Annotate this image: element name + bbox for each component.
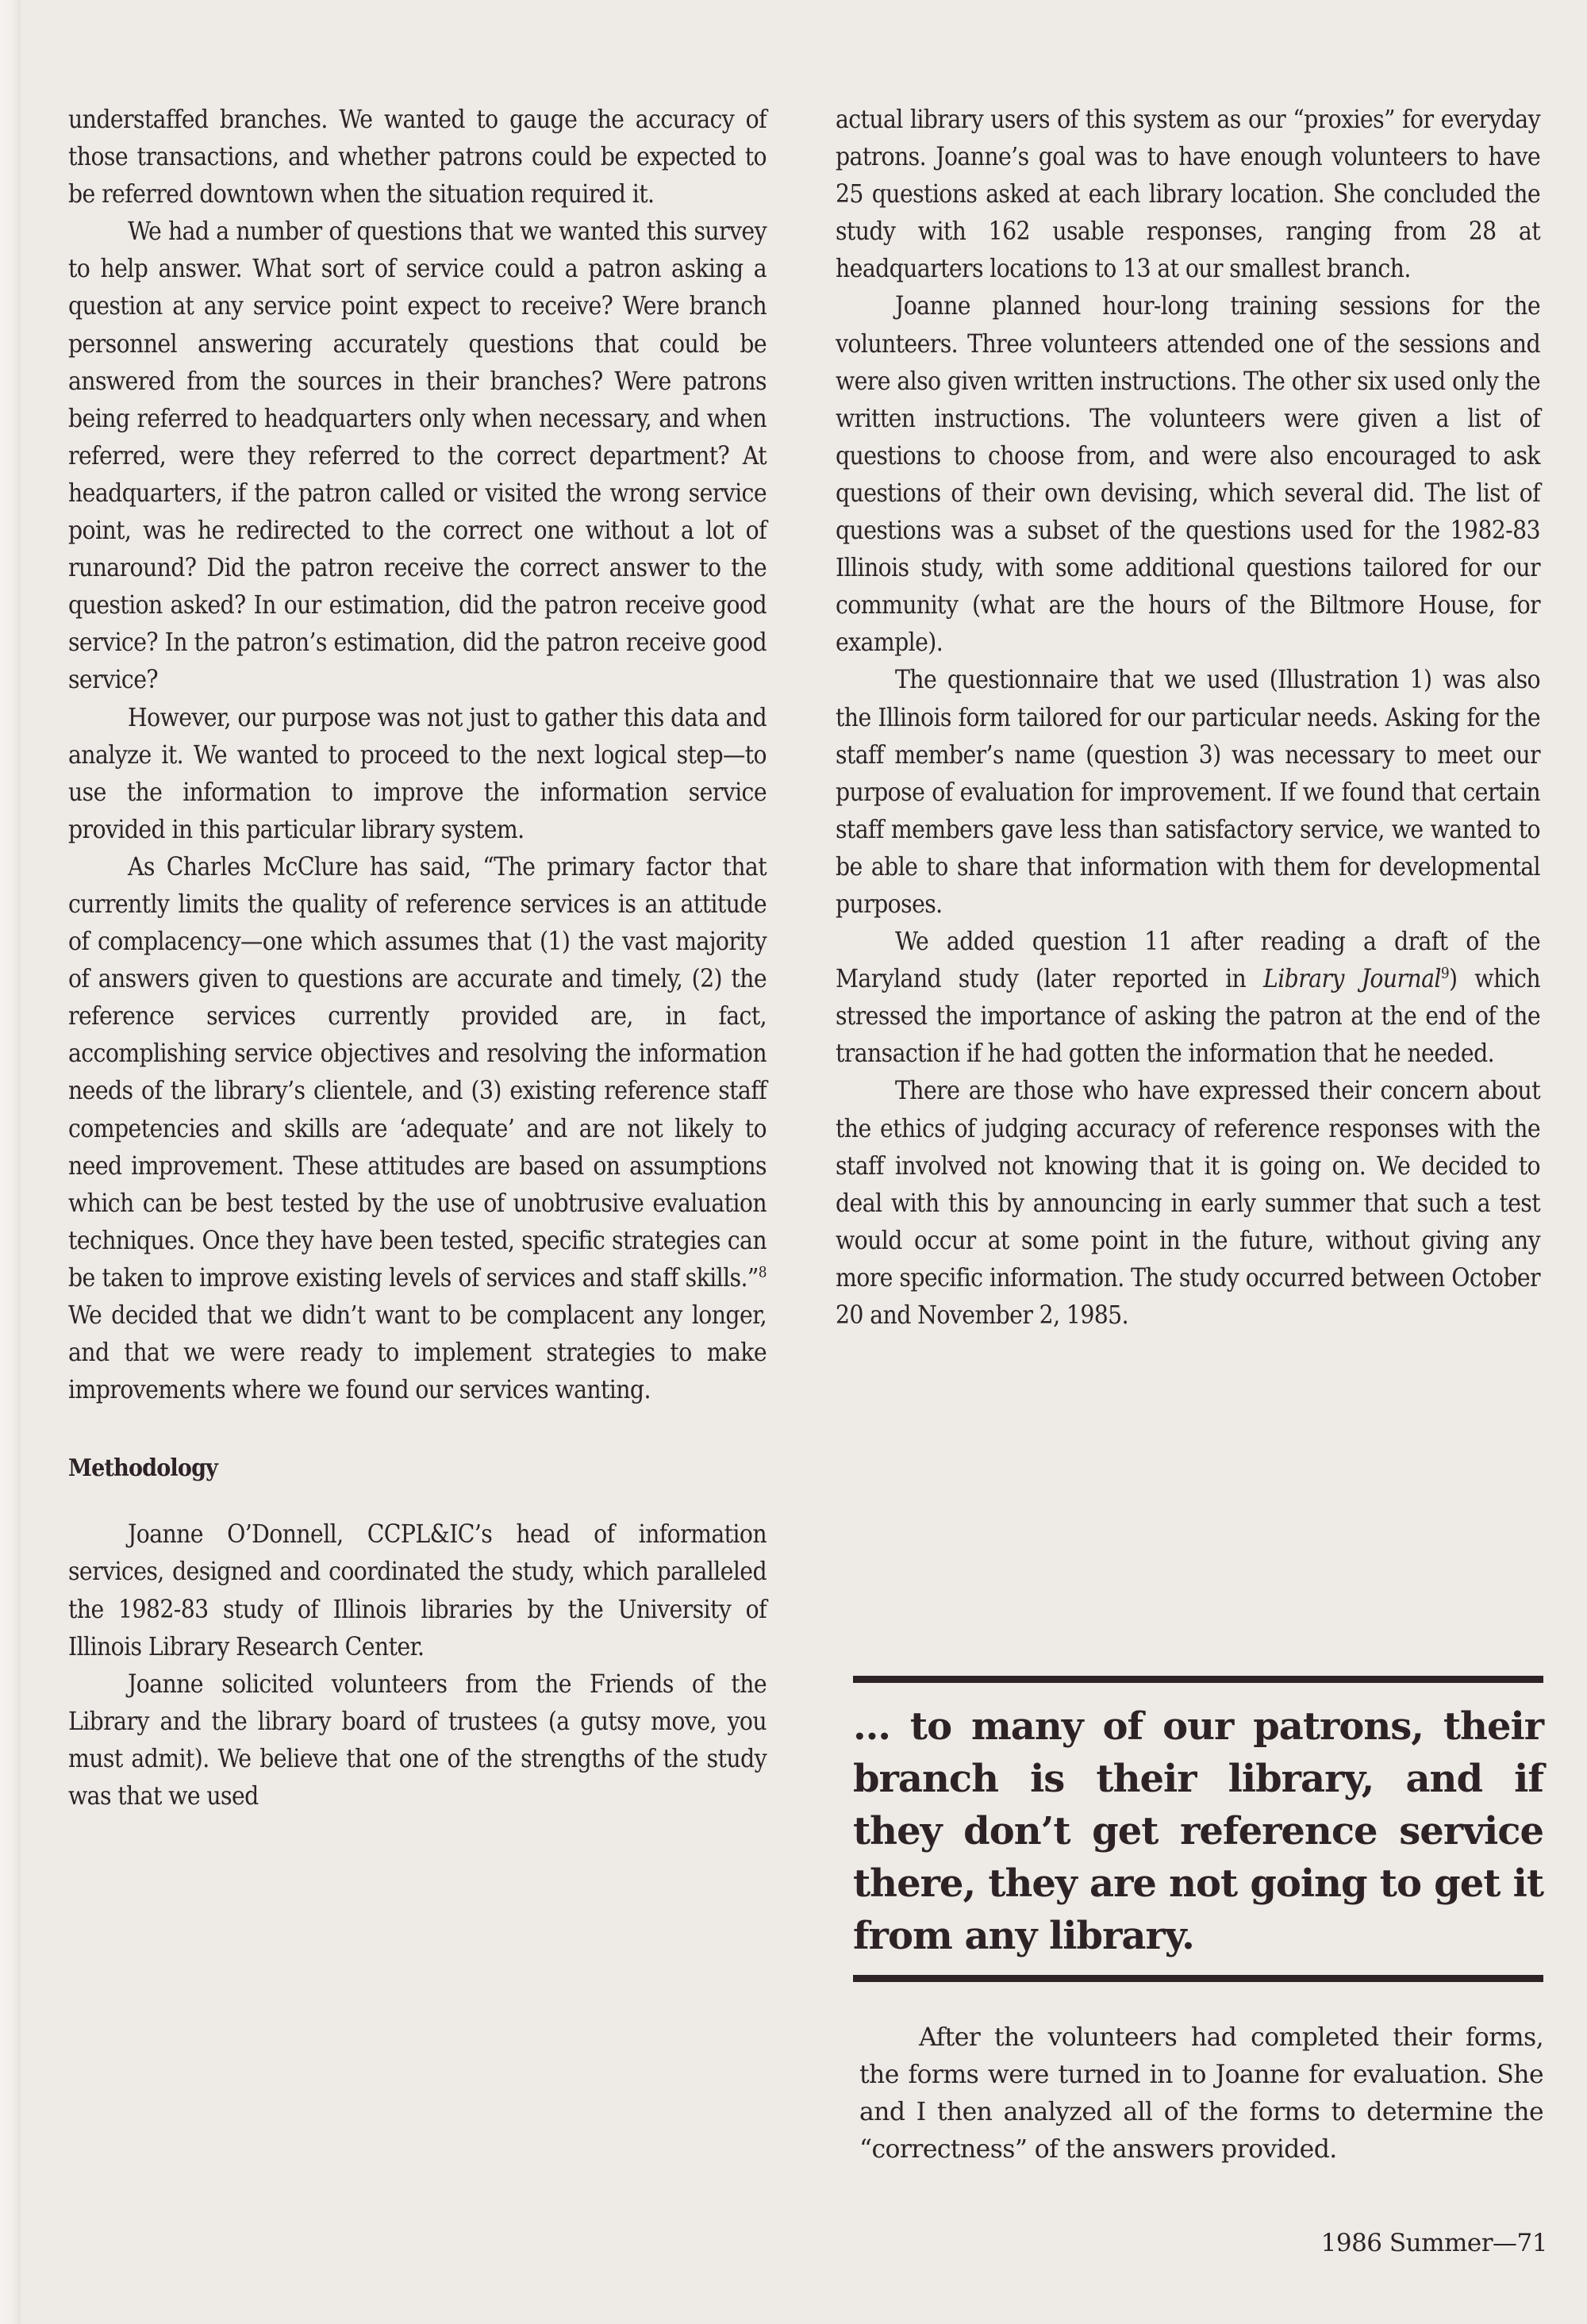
quote-continuation: We decided that we didn’t want to be complacent any longer, and that we were ready to implement strategies to make improvements where we found our services wanting. [68,1301,767,1405]
body-paragraph: Joanne solicited volunteers from the Friends of the Library and the library board of trustees (a gutsy move, you must admit). We believe that one of the strengths of the study was that we used [68,1669,767,1811]
body-paragraph: understaffed branches. We wanted to gauge the accuracy of those transactions, and whether patrons could be expected to be referred downtown when the situation required it. [68,106,767,209]
text-run: ) which stressed the importance of asking the patron at the end of the transaction if he had gotten the information that he needed. [836,965,1540,1069]
body-paragraph: The questionnaire that we used (Illustration 1) was also the Illinois form tailored for our particular needs. Asking for the staff member’s name (question 3) was necessary to meet our purpose of evaluation for improvement. If we found that certain staff members gave less than satisfactory service, we wanted to be able to share that information with them for developmental purposes. [836,666,1540,919]
mcclure-quote-paragraph [68,849,767,1409]
text-run: We added question 11 after reading a draft of the Maryland study (later reported in [836,928,1540,994]
left-column [68,102,767,1815]
body-paragraph: However, our purpose was not just to gather this data and analyze it. We wanted to proceed to the next logical step—to use the information to improve the information service provided in this particular library system. [68,703,767,844]
maryland-paragraph [836,924,1540,1073]
body-paragraph: After the volunteers had completed their forms, the forms were turned in to Joanne for evaluation. She and I then analyzed all of the forms to determine the “correctness” of the answers provided. [859,2023,1543,2165]
pull-quote-text: … to many of our patrons, their branch is their library, and if they don’t get reference service there, they are not going to get it from any library. [853,1704,1543,1958]
body-paragraph: actual library users of this system as our “proxies” for everyday patrons. Joanne’s goal was to have enough volunteers to have 25 questions asked at each library location. She concluded the study with 162 usable responses, ranging from 28 at headquarters locations to 13 at our smallest branch. [836,106,1540,284]
quote-text: As Charles McClure has said, “The primary factor that currently limits the quality of reference services is an attitude of complacency—one which assumes that (1) the vast majority of answers given to questions are accurate and timely, (2) the reference services currently provided are, in fact, accomplishing service objectives and resolving the information needs of the library’s clientele, and (3) existing reference staff competencies and skills are ‘adequate’ and are not likely to need improvement. These attitudes are based on assumptions which can be best tested by the use of unobtrusive evaluation techniques. Once they have been tested, specific strategies can be taken to improve existing levels of services and staff skills.” [68,852,767,1293]
right-column [836,102,1540,1335]
pull-quote-bottom-rule [853,1975,1543,1982]
body-paragraph: There are those who have expressed their concern about the ethics of judging accuracy of reference responses with the staff involved not knowing that it is going on. We decided to deal with this by announcing in early summer that such a test would occur at some point in the future, without giving any more specific information. The study occurred between October 20 and November 2, 1985. [836,1077,1540,1330]
body-paragraph: Joanne planned hour-long training sessions for the volunteers. Three volunteers attended one of the sessions and were also given written instructions. The other six used only the written instructions. The volunteers were given a list of questions to choose from, and were also encouraged to ask questions of their own devising, which several did. The list of questions was a subset of the questions used for the 1982-83 Illinois study, with some additional questions tailored for our community (what are the hours of the Biltmore House, for example). [836,292,1540,658]
footnote-ref-8: 8 [758,1263,767,1281]
journal-title: Library Journal [1263,965,1441,994]
body-paragraph: We had a number of questions that we wanted this survey to help answer. What sort of service could a patron asking a question at any service point expect to receive? Were branch personnel answering accurately questions that could be answered from the sources in their branches? Were patrons being referred to headquarters only when necessary, and when referred, were they referred to the correct department? At headquarters, if the patron called or visited the wrong service point, was he redirected to the correct one without a lot of runaround? Did the patron receive the correct answer to the question asked? In our estimation, did the patron receive good service? In the patron’s estimation, did the patron receive good service? [68,217,767,695]
page-folio: 1986 Summer—71 [1320,2229,1547,2257]
section-heading-methodology: Methodology [68,1454,218,1483]
pull-quote-top-rule [853,1676,1543,1683]
page-binding-edge [0,0,21,2324]
after-quote-text [859,2019,1543,2168]
pull-quote [853,1676,1543,1982]
body-paragraph: Joanne O’Donnell, CCPL&IC’s head of information services, designed and coordinated the study, which paralleled the 1982-83 study of Illinois libraries by the University of Illinois Library Research Center. [68,1520,767,1661]
footnote-ref-9: 9 [1440,964,1450,982]
